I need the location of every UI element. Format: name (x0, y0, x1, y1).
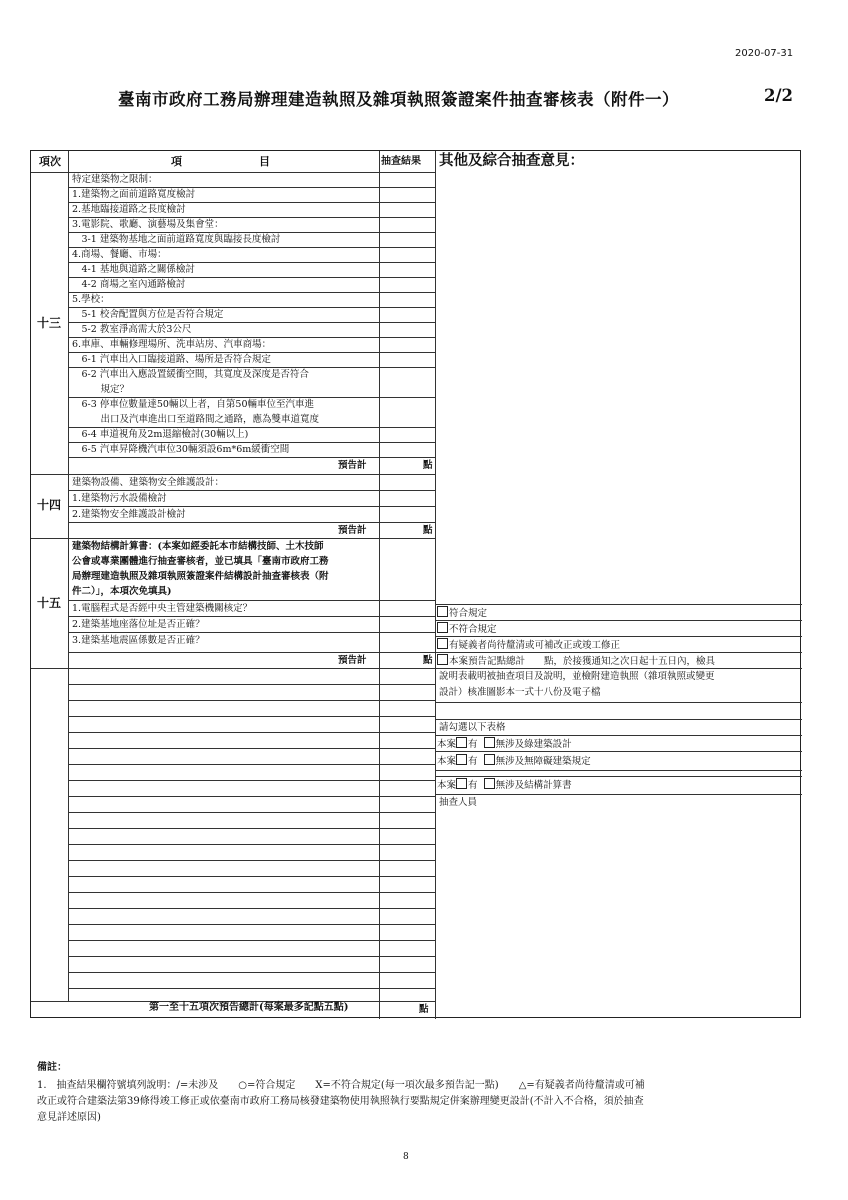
sec13-line: 2.基地臨接道路之長度檢討 (72, 204, 186, 215)
sec14-subtotal-label: 預告計 (338, 525, 367, 536)
check-noncompliant-label: 不符合規定 (449, 624, 497, 635)
check-doubtful-label: 有疑義者尚待釐清或可補改正或竣工修正 (449, 640, 621, 651)
opinion-check-compliant (437, 606, 487, 620)
sec13-line: 6-2 汽車出入應設置緩衝空間，其寬度及深度是否符合 (72, 369, 309, 380)
sec14-line: 2.建築物安全維護設計檢討 (72, 509, 186, 520)
select-green-building (437, 737, 572, 751)
opinion-check-noncompliant (437, 622, 497, 636)
sec13-line: 6.車庫、車輛修理場所、洗車站房、汽車商場： (72, 339, 272, 350)
grand-total-points: 點 (419, 1004, 429, 1015)
sec13-line: 3-1 建築物基地之面前道路寬度與臨接長度檢討 (72, 234, 281, 245)
notes-line: 1. 抽查結果欄符號填列說明：/=未涉及 ○=符合規定 X=不符合規定(每一項次最多預告記一點) △=有疑義者尚待釐清或可補 (37, 1080, 645, 1091)
footer-page-number: 8 (403, 1152, 409, 1162)
sel-yes-label: 有 (468, 739, 478, 750)
sec14-number: 十四 (37, 498, 62, 512)
review-form-table (30, 150, 801, 1018)
sec13-line: 規定？ (72, 384, 130, 395)
sec13-line: 1.建築物之面前道路寬度檢討 (72, 189, 196, 200)
sec13-line: 4-1 基地與道路之關係檢討 (72, 264, 195, 275)
sec13-line: 4.商場、餐廳、市場： (72, 249, 167, 260)
checkbox-doubtful[interactable] (437, 638, 448, 649)
header-item-no: 項次 (39, 155, 61, 168)
opinion-text-line: 說明表載明被抽查項目及說明，並檢附建造執照（雜項執照或變更 (439, 671, 715, 682)
check-points-label: 本案預告記點總計 點，於接獲通知之次日起十五日內，檢具 (449, 656, 716, 667)
checkbox-compliant[interactable] (437, 606, 448, 617)
sec13-line: 3.電影院、歌廳、演藝場及集會堂： (72, 219, 224, 230)
sec15-points-label: 點 (423, 655, 433, 666)
sec13-line: 6-1 汽車出入口臨接道路、場所是否符合規定 (72, 354, 271, 365)
sel-prefix: 本案 (437, 780, 457, 791)
sec14-points-label: 點 (423, 525, 433, 536)
sec15-item: 1.電腦程式是否經中央主管建築機關核定？ (72, 603, 253, 614)
sec15-intro-line: 公會或專業團體進行抽查審核者，並已填具「臺南市政府工務 (72, 556, 329, 567)
select-title: 請勾選以下表格 (439, 722, 506, 733)
checkbox-accessibility-no[interactable] (484, 754, 495, 765)
sel-no-label: 無涉及無障礙建築規定 (495, 756, 591, 767)
sec13-line: 6-4 車道視角及2m退縮檢討(30輛以上) (72, 429, 249, 440)
check-compliant-label: 符合規定 (449, 608, 488, 619)
sec13-number: 十三 (37, 316, 62, 330)
sec13-line: 出口及汽車進出口至道路間之通路，應為雙車道寬度 (72, 414, 320, 425)
document-date: 2020-07-31 (735, 48, 794, 59)
grand-total-label: 第一至十五項次預告總計(每案最多記點五點) (149, 1002, 349, 1013)
sel-yes-label: 有 (468, 780, 478, 791)
sec13-line: 4-2 商場之室內通路檢討 (72, 279, 186, 290)
sec13-subtotal-label: 預告計 (338, 460, 367, 471)
sec15-number: 十五 (37, 596, 62, 610)
select-accessibility (437, 754, 591, 768)
sec14-line: 建築物設備、建築物安全維護設計： (72, 477, 225, 488)
sec13-line: 5-1 校舍配置與方位是否符合規定 (72, 309, 224, 320)
inspector-label: 抽查人員 (439, 797, 478, 808)
sel-prefix: 本案 (437, 756, 457, 767)
sec15-item: 3.建築基地震區係數是否正確？ (72, 635, 205, 646)
checkbox-points[interactable] (437, 654, 448, 665)
sel-no-label: 無涉及綠建築設計 (495, 739, 572, 750)
header-result: 抽查結果 (381, 156, 421, 167)
page-title: 臺南市政府工務局辦理建造執照及雜項執照簽證案件抽查審核表（附件一） (118, 90, 679, 109)
notes-line: 改正或符合建築法第39條得竣工修正或依臺南市政府工務局核發建築物使用執照執行要點規定併案辦理變更設計(不計入不合格，須於抽查 (37, 1096, 644, 1107)
sec13-line: 5-2 教室淨高需大於3公尺 (72, 324, 192, 335)
sel-no-label: 無涉及結構計算書 (495, 780, 572, 791)
checkbox-green-yes[interactable] (456, 737, 467, 748)
page-indicator: 2/2 (764, 86, 793, 105)
header-item: 項 目 (171, 155, 270, 168)
checkbox-accessibility-yes[interactable] (456, 754, 467, 765)
opinion-check-points (437, 654, 715, 668)
notes-line: 意見詳述原因) (37, 1112, 101, 1123)
sec13-line: 6-3 停車位數量達50輛以上者，自第50輛車位至汽車進 (72, 399, 314, 410)
header-opinion: 其他及綜合抽查意見： (439, 152, 584, 169)
sec13-line: 特定建築物之限制： (72, 174, 158, 185)
sec13-points-label: 點 (423, 460, 433, 471)
sec13-line: 5.學校： (72, 294, 110, 305)
checkbox-green-no[interactable] (484, 737, 495, 748)
notes-title: 備註： (37, 1062, 67, 1073)
checkbox-structure-yes[interactable] (456, 778, 467, 789)
checkbox-structure-no[interactable] (484, 778, 495, 789)
sec13-line: 6-5 汽車昇降機汽車位30輛須設6m*6m緩衝空間 (72, 444, 290, 455)
opinion-text-line: 設計）核准圖影本一式十八份及電子檔 (439, 687, 601, 698)
sel-prefix: 本案 (437, 739, 457, 750)
sec15-subtotal-label: 預告計 (338, 655, 367, 666)
sec14-line: 1.建築物污水設備檢討 (72, 493, 167, 504)
sec15-intro-line: 件二）」，本項次免填具) (72, 586, 172, 597)
checkbox-noncompliant[interactable] (437, 622, 448, 633)
sec15-item: 2.建築基地座落位址是否正確？ (72, 619, 205, 630)
sec15-intro-line: 建築物結構計算書：(本案如經委託本市結構技師、土木技師 (72, 541, 324, 552)
sel-yes-label: 有 (468, 756, 478, 767)
opinion-check-doubtful (437, 638, 620, 652)
sec15-intro-line: 局辦理建造執照及雜項執照簽證案件結構設計抽查審核表（附 (72, 571, 329, 582)
select-structure (437, 778, 572, 792)
